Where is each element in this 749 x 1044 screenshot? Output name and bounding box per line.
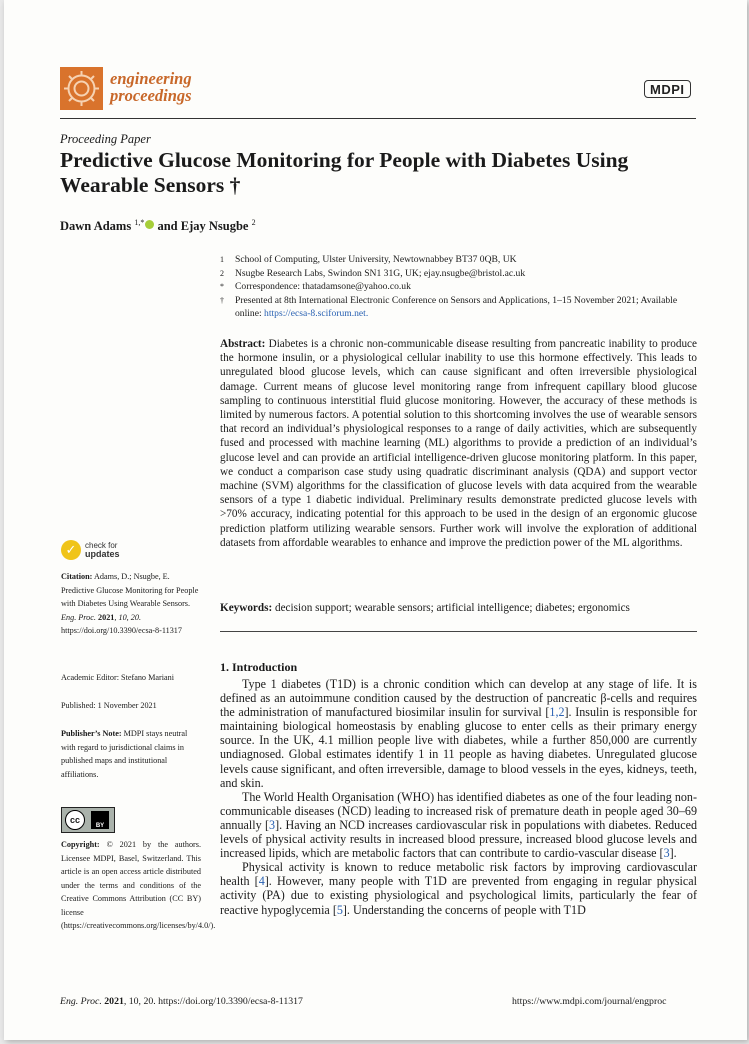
publisher-note-label: Publisher’s Note:	[61, 729, 122, 738]
orcid-icon[interactable]	[145, 220, 154, 229]
abstract-label: Abstract:	[220, 338, 266, 350]
publisher-note-text: MDPI stays neutral with regard to jurisdictional claims in published maps and institutional affiliations.	[61, 729, 188, 779]
author-1: Dawn Adams	[60, 219, 132, 234]
abstract	[220, 337, 697, 550]
affiliation-mark: 2	[220, 268, 224, 278]
section-heading: 1. Introduction	[220, 660, 298, 674]
paper-page	[4, 0, 747, 1040]
mdpi-logo: MDPI	[644, 80, 691, 98]
keywords-divider	[220, 631, 697, 632]
journal-name	[110, 70, 192, 104]
citation-year: 2021	[98, 612, 115, 622]
reference-link[interactable]: 3	[663, 846, 670, 861]
affiliation-text: School of Computing, Ulster University, Newtownabbey BT37 0QB, UK	[235, 254, 517, 265]
published-date: Published: 1 November 2021	[61, 701, 157, 710]
copyright-text: © 2021 by the authors. Licensee MDPI, Basel, Switzerland. This article is an open access article distributed under the terms and conditions of the Creative Commons Attribution (CC BY) license (https://creativecommons.org/licenses/by/4.0/).	[61, 840, 216, 930]
paper-type: Proceeding Paper	[60, 132, 151, 146]
author-1-sup: 1,*	[134, 218, 145, 227]
journal-name-line2: proceedings	[110, 86, 192, 105]
abstract-text: Diabetes is a chronic non-communicable disease resulting from pancreatic inability to produce the hormone insulin, or a physiological cellular inability to use this hormone effectively. This leads to unregulated blood glucose levels, which can cause significant and often irreversible physiological damage. Current means of glucose level monitoring range from infrequent capillary blood glucose sampling to continuous interstitial fluid glucose monitoring. However, the accuracy of these methods is limited by numerous factors. A potential solution to this shortcoming involves the use of wearable sensors that record an individual’s physiological responses to a range of daily activities, which are subsequently fused and processed with machine learning (ML) algorithms to provide a prediction of an individual’s glucose level and can provide an artificial intelligence-driven glucose monitoring platform. In this paper, we conduct a comparison case study using quadratic discriminant analysis (QDA) and support vector machine (SVM) algorithms for the classification of glucose levels with data acquired from the wearable sensors of a type 1 diabetic individual. Preliminary results demonstrate predicted glucose levels with >70% accuracy, indicating potential for this approach to be used in the design of an ergonomic glucose prediction platform utilizing wearable sensors. Further work will involve the exploration of additional datasets from affordable wearables to enhance and improve the prediction power of the ML algorithms.	[220, 338, 697, 549]
footer-year: 2021	[104, 996, 124, 1007]
footer-journal-url[interactable]: https://www.mdpi.com/journal/engproc	[512, 996, 667, 1007]
affiliation-mark: 1	[220, 255, 224, 264]
affiliation-mark: †	[220, 295, 224, 305]
publisher-note	[61, 727, 201, 781]
copyright	[61, 838, 216, 933]
affiliation-row	[220, 267, 700, 281]
affiliation-mark: *	[220, 282, 224, 291]
journal-logo-icon	[60, 67, 103, 110]
author-2-sup: 2	[251, 218, 256, 227]
paper-title	[60, 148, 700, 198]
by-icon: BY	[91, 811, 109, 829]
author-2: and Ejay Nsugbe	[157, 219, 249, 234]
reference-link[interactable]: 1,2	[549, 705, 565, 720]
check-line1: check for	[85, 541, 118, 550]
affiliation-text: Nsugbe Research Labs, Swindon SN1 31G, UK; ejay.nsugbe@bristol.ac.uk	[235, 267, 526, 279]
author-list	[60, 218, 256, 234]
affiliation-row	[220, 280, 700, 294]
reference-link[interactable]: 3	[269, 817, 276, 832]
citation-doi[interactable]: https://doi.org/10.3390/ecsa-8-11317	[61, 626, 182, 635]
reference-link[interactable]: 5	[336, 902, 343, 917]
affiliation-row	[220, 253, 700, 267]
cc-by-license-icon[interactable]	[61, 807, 115, 833]
check-icon: ✓	[61, 540, 81, 560]
academic-editor: Academic Editor: Stefano Mariani	[61, 673, 174, 682]
keywords-text: decision support; wearable sensors; artificial intelligence; diabetes; ergonomics	[275, 602, 630, 614]
affiliation-conference: Presented at 8th International Electronic Conference on Sensors and Applications, 1–15 November 2021; Available online:	[235, 294, 678, 319]
title-text: Predictive Glucose Monitoring for People with Diabetes Using Wearable Sensors	[60, 148, 629, 197]
check-line2: updates	[85, 549, 120, 559]
reference-link[interactable]: 4	[258, 874, 265, 889]
keywords	[220, 601, 697, 615]
check-for-updates-button[interactable]	[61, 540, 120, 560]
copyright-label: Copyright:	[61, 840, 100, 849]
paragraph: Physical activity is known to reduce metabolic risk factors by improving cardiovascular health [4]. However, many people with T1D are prevented from engaging in regular physical activity (PA) due to existing physiological and psychological limits, particularly the fear of reactive hypoglycemia [5]. Understanding the concerns of people with T1D	[220, 860, 698, 917]
title-mark: †	[229, 173, 241, 197]
introduction-body	[220, 677, 697, 917]
citation-vol: 10, 20.	[118, 612, 141, 622]
paragraph: Type 1 diabetes (T1D) is a chronic condition which can develop at any stage of life. It is defined as an autoimmune condition caused by the destruction of pancreatic β-cells and requires the administration of manufactured biosimilar insulin for survival [1,2]. Insulin is responsible for maintaining biological homeostasis by enabling glucose to enter cells as their primary energy source. In the UK, 4.1 million people live with diabetes, while a further 850,000 are currently undiagnosed. Global estimates identify 1 in 11 people as having diabetes. Unregulated glucose levels cause significant, and often irreversible, damage to blood vessels in the eyes, kidneys, teeth, and skin.	[220, 677, 697, 790]
check-for-updates-text	[85, 541, 120, 559]
cc-icon: cc	[65, 810, 85, 830]
conference-link[interactable]: https://ecsa-8.sciforum.net.	[264, 308, 369, 319]
footer-citation	[60, 996, 303, 1007]
citation-journal: Eng. Proc.	[61, 612, 96, 622]
keywords-label: Keywords:	[220, 602, 273, 614]
citation-label: Citation:	[61, 572, 93, 581]
header-divider	[60, 118, 696, 119]
footer-rest: , 10, 20. https://doi.org/10.3390/ecsa-8-11317	[123, 996, 303, 1007]
affiliation-row	[220, 294, 700, 321]
citation-block: Citation: Adams, D.; Nsugbe, E. Predictive Glucose Monitoring for People with Diabetes Using Wearable Sensors. Eng. Proc. 2021, 10, 20. https://doi.org/10.3390/ecsa-8-11317	[61, 572, 199, 635]
paragraph: The World Health Organisation (WHO) has identified diabetes as one of the four leading non-communicable diseases (NCD) leading to increased risk of premature death in people aged 30–69 annually [3]. Having an NCD increases cardiovascular risk in populations with diabetes. Reduced levels of physical activity results in increased blood pressure, increased blood glucose levels and increased lipids, which are metabolic factors that can contribute to cardio-vascular disease [3].	[220, 789, 697, 861]
footer-journal: Eng. Proc.	[60, 996, 102, 1007]
journal-name-line1: engineering	[110, 69, 192, 88]
affiliation-text: Correspondence: thatadamsone@yahoo.co.uk	[235, 281, 411, 292]
affiliation-text	[235, 294, 700, 321]
citation-text: Adams, D.; Nsugbe, E. Predictive Glucose Monitoring for People with Diabetes Using Wearable Sensors.	[61, 572, 199, 608]
affiliations	[220, 253, 700, 321]
